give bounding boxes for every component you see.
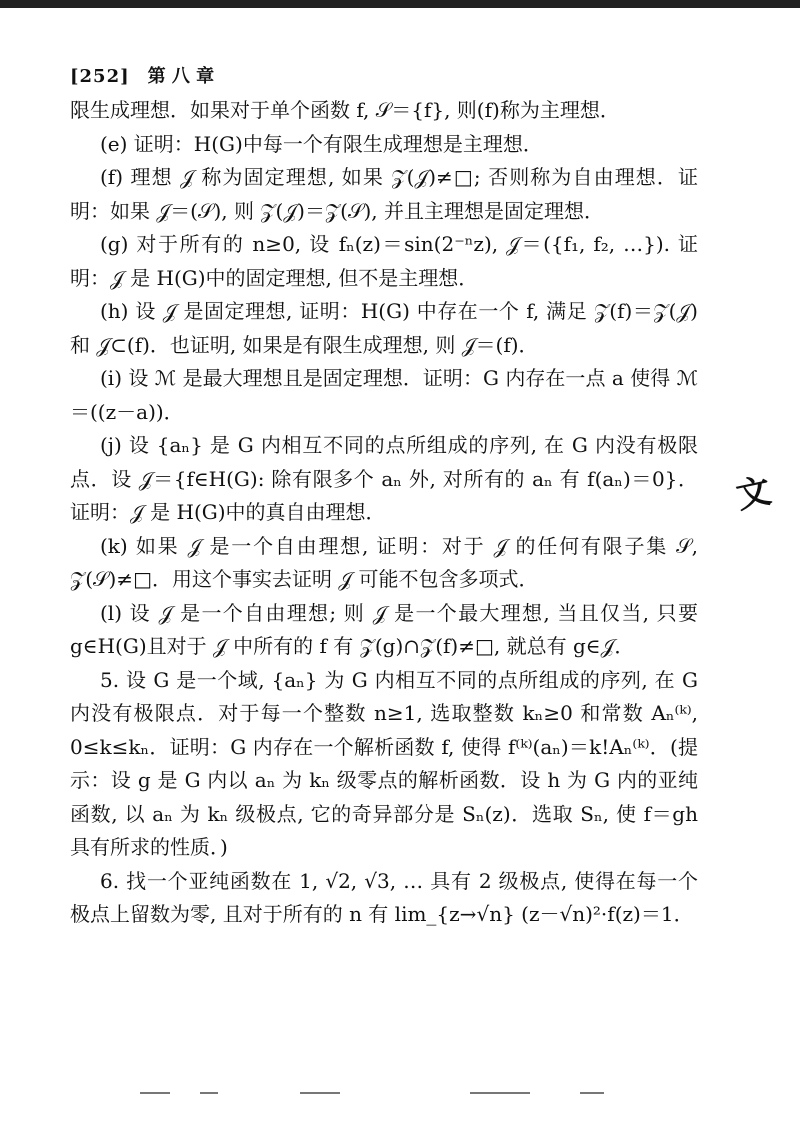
speck bbox=[200, 1092, 218, 1094]
speck bbox=[140, 1092, 170, 1094]
problem-6: 6. 找一个亚纯函数在 1, √2, √3, … 具有 2 级极点, 使得在每一个极点上留数为零, 且对于所有的 n 有 lim_{z→√n} (z－√n)²·f(z)＝1． bbox=[70, 868, 698, 926]
exercise-j: (j) 设 {aₙ} 是 G 内相互不同的点所组成的序列, 在 G 内没有极限点．设 𝒥＝{f∈H(G): 除有限多个 aₙ 外, 对所有的 aₙ 有 f(aₙ)＝0}．证明：𝒥 是 H(G)中的真自由理想． bbox=[70, 433, 698, 524]
book-page bbox=[70, 62, 698, 932]
exercise-l: (l) 设 𝒥 是一个自由理想; 则 𝒥 是一个最大理想, 当且仅当, 只要 g∈H(G)且对于 𝒥 中所有的 f 有 𝒵(g)∩𝒵(f)≠□, 就总有 g∈𝒥． bbox=[70, 600, 698, 658]
speck bbox=[300, 1092, 340, 1094]
scan-specks bbox=[140, 1092, 660, 1106]
page-header bbox=[70, 62, 698, 88]
page-number: [252] bbox=[70, 66, 130, 87]
paragraph-ideal-def: 限生成理想．如果对于单个函数 f, 𝒮＝{f}, 则(f)称为主理想． bbox=[70, 98, 620, 122]
exercise-f: (f) 理想 𝒥 称为固定理想, 如果 𝒵(𝒥)≠□; 否则称为自由理想．证明：如果 𝒥＝(𝒮), 则 𝒵(𝒥)＝𝒵(𝒮), 并且主理想是固定理想． bbox=[70, 165, 698, 223]
speck bbox=[580, 1092, 604, 1094]
exercise-e: (e) 证明：H(G)中每一个有限生成理想是主理想． bbox=[100, 131, 543, 156]
margin-handwritten-mark: 文 bbox=[732, 470, 775, 518]
problem-5: 5. 设 G 是一个域, {aₙ} 为 G 内相互不同的点所组成的序列, 在 G 内没有极限点．对于每一个整数 n≥1, 选取整数 kₙ≥0 和常数 Aₙ⁽ᵏ⁾, 0≤k≤kₙ．证明：G 内存在一个解析函数 f, 使得 f⁽ᵏ⁾(aₙ)＝k!Aₙ⁽ᵏ⁾．(提示：设 g 是 G 内以 aₙ 为 kₙ 级零点的解析函数．设 h 为 G 内的亚纯函数, 以 aₙ 为 kₙ 级极点, 它的奇异部分是 Sₙ(z)．选取 Sₙ, 使 f＝gh 具有所求的性质．) bbox=[70, 667, 698, 859]
speck bbox=[470, 1092, 530, 1094]
exercise-g: (g) 对于所有的 n≥0, 设 fₙ(z)＝sin(2⁻ⁿz), 𝒥＝({f₁, f₂, …}). 证明：𝒥 是 H(G)中的固定理想, 但不是主理想． bbox=[70, 232, 698, 290]
exercise-k: (k) 如果 𝒥 是一个自由理想, 证明：对于 𝒥 的任何有限子集 𝒮, 𝒵(𝒮)≠□．用这个事实去证明 𝒥 可能不包含多项式． bbox=[70, 533, 698, 591]
chapter-title: 第 八 章 bbox=[147, 66, 215, 87]
scan-top-edge bbox=[0, 0, 800, 8]
exercise-i: (i) 设 ℳ 是最大理想且是固定理想．证明：G 内存在一点 a 使得 ℳ＝((z－a))． bbox=[70, 366, 698, 424]
exercise-h: (h) 设 𝒥 是固定理想, 证明：H(G) 中存在一个 f, 满足 𝒵(f)＝𝒵(𝒥)和 𝒥⊂(f)．也证明, 如果是有限生成理想, 则 𝒥＝(f)． bbox=[70, 299, 698, 357]
